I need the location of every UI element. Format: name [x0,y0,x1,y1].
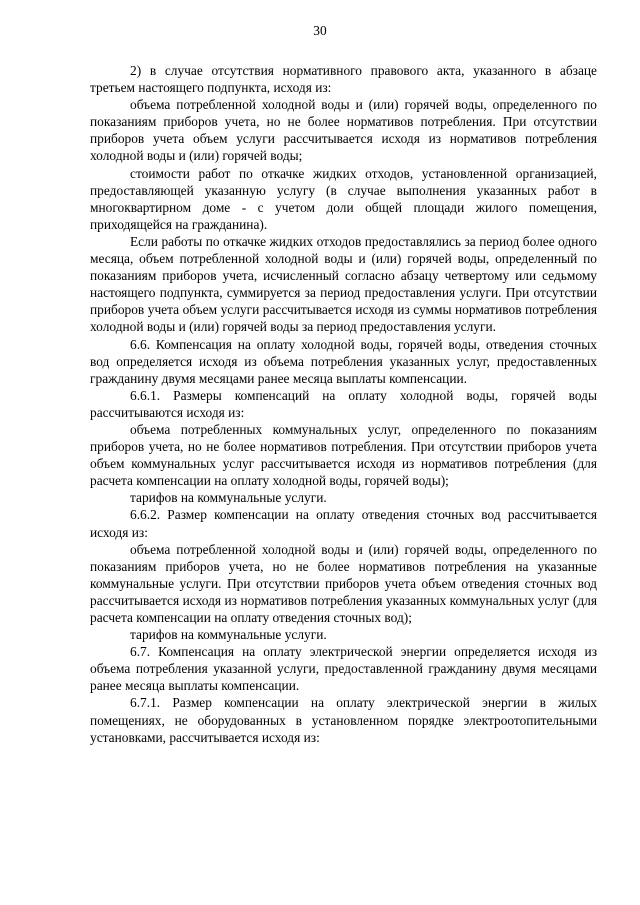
page-number: 30 [313,23,327,38]
paragraph-water-volume: объема потребленной холодной воды и (или) горячей воды, определенного по показаниям приборов учета, но не более нормативов потребления. При отсутствии приборов учета объем услуги рассчитывается исходя из нормативов потребления холодной воды и (или) горячей воды; [90,97,597,164]
paragraph-utility-volume: объема потребленных коммунальных услуг, определенного по показаниям приборов учета, но не более нормативов потребления. При отсутствии приборов учета объем коммунальных услуг рассчитывается исходя из нормативов потребления (для расчета компенсации на оплату холодной воды, горячей воды); [90,421,597,489]
paragraph-waste-removal-cost: стоимости работ по откачке жидких отходов, установленной организацией, предоставляющей указанную услугу (в случае выполнения указанных работ в многоквартирном доме - с учетом доли общей площади жилого помещения, приходящейся на гражданина). [90,165,597,232]
paragraph-multi-month-period: Если работы по откачке жидких отходов предоставлялись за период более одного месяца, объем потребленной холодной воды и (или) горячей воды, определенный по показаниям приборов учета, исчисленный согласно абзацу четвертому или седьмому настоящего подпункта, суммируется за период предоставления услуги. При отсутствии приборов учета объем услуги рассчитывается исходя из суммы нормативов потребления холодной воды и (или) горячей воды за период предоставления услуги. [90,233,597,335]
paragraph-section-6-7-1: 6.7.1. Размер компенсации на оплату электрической энергии в жилых помещениях, не оборудованных в установленном порядке электроотопительными установками, рассчитывается исходя из: [90,695,597,745]
paragraph-subitem-2-intro: 2) в случае отсутствия нормативного правового акта, указанного в абзаце третьем настоящего подпункта, исходя из: [90,63,597,96]
paragraph-wastewater-volume: объема потребленной холодной воды и (или) горячей воды, определенного по показаниям приборов учета, но не более нормативов потребления на указанные коммунальные услуги. При отсутствии приборов учета объем отведения сточных вод рассчитывается исходя из нормативов потребления указанных коммунальных услуг (для расчета компенсации на оплату отведения сточных вод); [90,541,597,625]
paragraph-tariffs: тарифов на коммунальные услуги. [130,490,327,506]
paragraph-section-6-7: 6.7. Компенсация на оплату электрической энергии определяется исходя из объема потребления указанной услуги, предоставленной гражданину двумя месяцами ранее месяца выплаты компенсации. [90,644,597,694]
paragraph-tariffs-2: тарифов на коммунальные услуги. [130,627,327,643]
paragraph-section-6-6: 6.6. Компенсация на оплату холодной воды, горячей воды, отведения сточных вод определяется исходя из объема потребления указанных услуг, предоставленных гражданину двумя месяцами ранее месяца выплаты компенсации. [90,336,597,386]
paragraph-section-6-6-2: 6.6.2. Размер компенсации на оплату отведения сточных вод рассчитывается исходя из: [90,507,597,540]
paragraph-section-6-6-1: 6.6.1. Размеры компенсаций на оплату холодной воды, горячей воды рассчитываются исходя из: [90,387,597,420]
document-body [90,62,597,746]
